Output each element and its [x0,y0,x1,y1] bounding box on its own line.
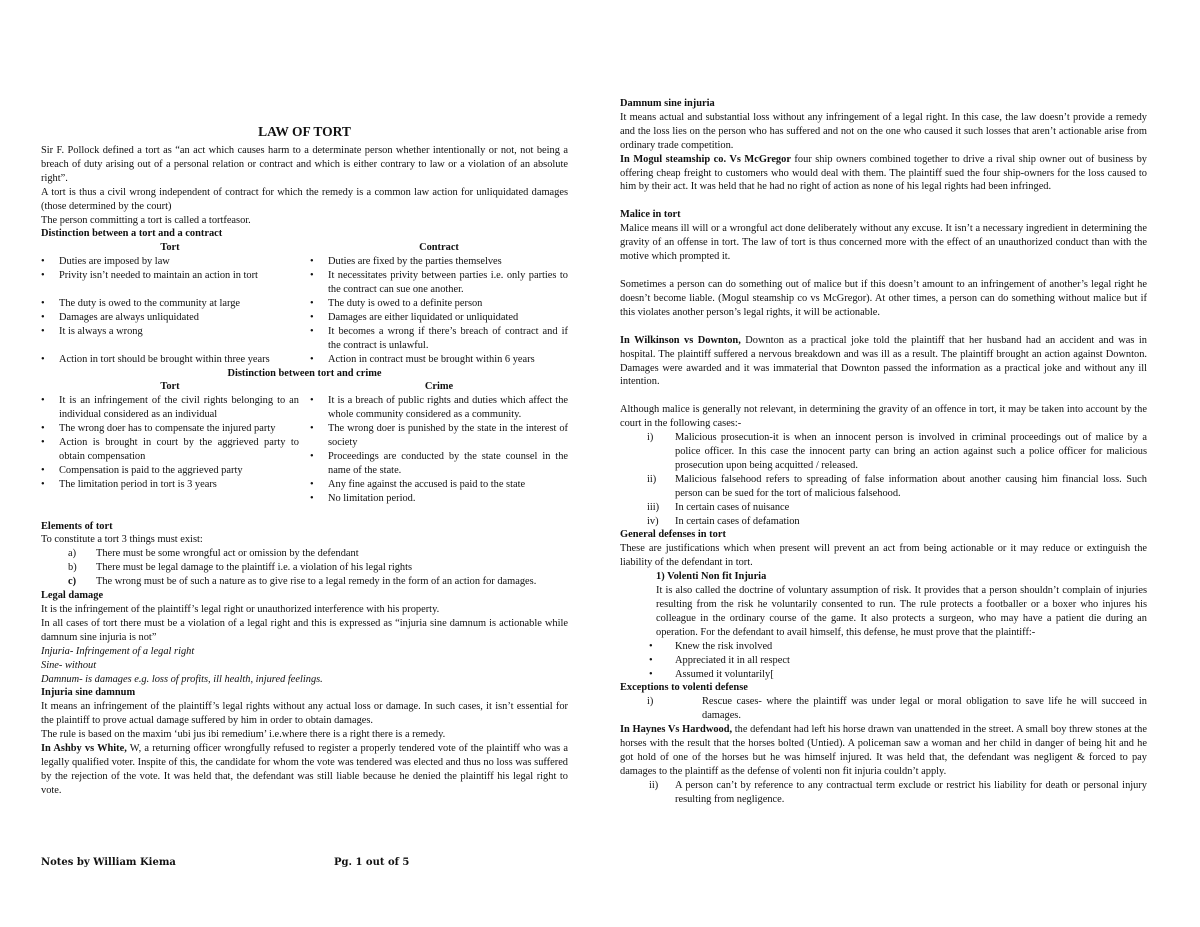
list-item [620,779,1147,807]
contract-point: • It necessitates privity between parties i.e. only parties to the contract can sue one another. [310,269,568,297]
heading-malice: Malice in tort [620,209,681,221]
malice-cases-list [620,431,1147,528]
heading-tort-crime: Distinction between tort and crime [227,367,382,379]
heading-tort-contract: Distinction between a tort and a contract [41,228,223,240]
crime-column-header: Crime [424,381,454,393]
heading-exceptions: Exceptions to volenti defense [620,682,748,694]
crime-point: • It is a breach of public rights and duties which affect the whole community considered as a community. [310,394,568,422]
tort-column-2 [41,380,299,505]
heading-legal-damage: Legal damage [41,590,104,602]
list-item-text: Rescue cases- where the plaintiff was under legal or moral obligation to save life he will succeed in damages. [702,696,1147,722]
intro-paragraph-2: A tort is thus a civil wrong independent of contract for which the remedy is a common law action for unliquidated damages (those determined by the court) [41,186,568,212]
case-name: In Ashby vs White, [41,743,127,755]
volenti-points [620,640,1147,682]
case-text: four ship owners combined together to drive a rival ship owner out of business by offering cheap freight to customers who would deal with them. The plaintiff sued the four ship-owners for the loss caused to him by their act. It was held that he had no right of action as none of his legal rights had been infringed. [620,153,1147,193]
intro-paragraph-1: Sir F. Pollock defined a tort as “an act which causes harm to a determinate person whether intentionally or not, not being a breach of duty arising out of a personal relation or contract and which is either contrary to law or a violation of an absolute right”. [41,145,568,184]
volenti-paragraph: It is also called the doctrine of voluntary assumption of risk. It provides that a person shouldn’t complain of injuries resulting from the risk he voluntarily consented to run. The rule protects a footballer or a boxer who injures his colleague in the ordinary course of the game. It also protects a surgeon, who may have a patient die during an operation. For the defendant to avail himself, this defense, he must prove that the plaintiff:- [656,585,1147,638]
wilkinson-paragraph [620,334,1147,390]
list-marker: i) [647,432,654,444]
malice-paragraph-3: Although malice is generally not relevant, in determining the gravity of an offence in tort, it may be taken into account by the court in the following cases:- [620,404,1147,430]
tort-point: • The wrong doer has to compensate the injured party [41,422,299,436]
heading-damnum-sine-injuria: Damnum sine injuria [620,98,715,109]
case-text: W, a returning officer wrongfully refused to register a properly tendered vote of the plaintiff who was a legally qualified voter. Inspite of this, the candidate for whom the vote was tendered was elected and thus no loss was suffered by the rejection of the vote. It was held that, the defendant was still liable because he denied the plaintiff his legal right to vote. [41,743,568,796]
list-marker: iii) [647,501,660,513]
case-text: Downton as a practical joke told the plaintiff that her husband had an accident and was in hospital. The plaintiff suffered a nervous breakdown and was ill as a result. The plaintiff brought an action against Downton. Damages were awarded and it was immaterial that Downton passed the information as a practical joke and without any ill intention. [620,334,1147,388]
case-name: In Wilkinson vs Downton, [620,334,741,346]
contract-point: • Duties are fixed by the parties themselves [310,255,568,269]
tort-point: • The limitation period in tort is 3 years [41,478,299,492]
list-item-text: Malicious prosecution-it is when an innocent person is involved in criminal proceedings out of malice by a police officer. In this case the innocent party can bring an action against such a police officer for malicious prosecution upon being acquitted / released. [675,432,1147,471]
list-item [41,547,568,561]
list-item [620,695,1147,723]
list-item-text: In certain cases of defamation [675,515,800,527]
list-marker: ii) [649,779,659,791]
list-item: • Appreciated it in all respect [620,654,1147,668]
page-title: LAW OF TORT [258,124,351,139]
page-footer [41,857,568,868]
case-name: In Mogul steamship co. Vs McGregor [620,153,791,165]
legal-damage-2: In all cases of tort there must be a violation of a legal right and this is expressed as “injuria sine damnum is actionable while damnum sine injuria is not” [41,617,568,643]
list-marker: a) [68,548,77,560]
tort-point: • Duties are imposed by law [41,255,299,269]
tort-column-header-2: Tort [160,381,180,393]
legal-damage-1: It is the infringement of the plaintiff’s legal right or unauthorized interference with his property. [41,604,440,615]
definition-injuria: Injuria- Infringement of a legal right [41,645,195,657]
elements-list [41,547,568,589]
list-marker: c) [68,576,77,588]
contract-point: • Damages are either liquidated or unliquidated [310,311,568,325]
tort-point: • Action in tort should be brought within three years [41,353,299,367]
list-item [620,473,1147,501]
list-item-text: The wrong must be of such a nature as to give rise to a legal remedy in the form of an action for damages. [96,576,537,588]
list-item: • Assumed it voluntarily[ [620,668,1147,682]
contract-point: • It becomes a wrong if there’s breach of contract and if the contract is unlawful. [310,325,568,353]
tort-point: • It is an infringement of the civil rights belonging to an individual considered as an individual [41,394,299,422]
footer-author: Notes by William Kiema [41,857,176,868]
injuria-paragraph-1: It means an infringement of the plaintiff’s legal rights without any actual loss or damage. In such cases, it isn’t essential for the plaintiff to prove actual damage suffered by him in order to obtain damages. [41,701,568,727]
crime-point: • No limitation period. [310,492,568,506]
tort-column-header: Tort [160,242,180,254]
tort-point: • Damages are always unliquidated [41,311,299,325]
list-marker: i) [647,696,654,708]
definition-sine: Sine- without [41,659,97,671]
tort-column [41,241,299,366]
list-item-text: In certain cases of nuisance [675,501,790,513]
tort-contract-table [41,241,568,366]
ashby-paragraph [41,742,568,798]
list-item-text: Malicious falsehood refers to spreading of false information about another causing him financial loss. Such person can be sued for the tort of malicious falsehood. [675,473,1147,499]
case-name: In Haynes Vs Hardwood, [620,724,733,736]
contract-column [310,241,568,366]
left-column [41,0,568,798]
crime-point: • The wrong doer is punished by the state in the interest of society [310,422,568,450]
damnum-paragraph: It means actual and substantial loss without any infringement of a legal right. In this case, the law doesn’t provide a remedy and the loss lies on the person who has suffered and not on the one who caused it such losses that aren’t actionable arise from ordinary trade competition. [620,111,1147,151]
heading-volenti: 1) Volenti Non fit Injuria [656,571,767,583]
mogul-paragraph [620,153,1147,195]
malice-paragraph-1: Malice means ill will or a wrongful act done deliberately without any excuse. It isn’t a necessary ingredient in determining the gravity of an offense in tort. The law of tort is thus concerned more with the effect of an unauthorized conduct than with the motive which prompted it. [620,223,1147,263]
list-item [620,515,1147,529]
footer-page-number: Pg. 1 out of 5 [334,857,410,868]
list-item [41,575,568,589]
list-marker: b) [68,562,77,574]
tort-point: • Compensation is paid to the aggrieved party [41,464,299,478]
tort-point: • Action is brought in court by the aggrieved party to obtain compensation [41,436,299,464]
crime-point: • Any fine against the accused is paid to the state [310,478,568,492]
intro-paragraph-3: The person committing a tort is called a tortfeasor. [41,214,251,226]
malice-paragraph-2: Sometimes a person can do something out of malice but if this doesn’t amount to an infringement of another’s legal right he doesn’t become liable. (Mogul steamship co vs McGregor). At other times, a person can do something without malice but if this violates another person’s legal rights, it will be actionable. [620,278,1147,318]
list-item [41,561,568,575]
tort-point: • Privity isn’t needed to maintain an action in tort [41,269,299,297]
contract-column-header: Contract [419,242,459,254]
contract-point: • The duty is owed to a definite person [310,297,568,311]
right-column [620,0,1147,807]
list-item: • Knew the risk involved [620,640,1147,654]
tort-crime-table [41,380,568,505]
haynes-paragraph [620,723,1147,779]
list-item-text: There must be some wrongful act or omission by the defendant [96,548,359,560]
list-item [620,431,1147,473]
defenses-paragraph: These are justifications which when present will prevent an act from being actionable or it may reduce or extinguish the liability of the defendant in tort. [620,543,1147,569]
heading-injuria-sine-damnum: Injuria sine damnum [41,687,136,699]
exceptions-list [620,695,1147,723]
heading-elements: Elements of tort [41,520,113,532]
list-marker: iv) [647,515,659,527]
tort-point: • The duty is owed to the community at large [41,297,299,311]
definition-damnum: Damnum- is damages e.g. loss of profits, ill health, injured feelings. [41,673,323,685]
list-item-text: There must be legal damage to the plaintiff i.e. a violation of his legal rights [96,562,413,574]
crime-point: • Proceedings are conducted by the state counsel in the name of the state. [310,450,568,478]
contract-point: • Action in contract must be brought within 6 years [310,353,568,367]
crime-column [310,380,568,505]
list-item [620,501,1147,515]
tort-point: • It is always a wrong [41,325,299,353]
list-marker: ii) [647,473,657,485]
heading-general-defenses: General defenses in tort [620,529,726,541]
list-item-text: A person can’t by reference to any contractual term exclude or restrict his liability for death or personal injury resulting from negligence. [675,779,1147,805]
injuria-paragraph-2: The rule is based on the maxim ‘ubi jus ibi remedium’ i.e.where there is a right there is a remedy. [41,729,446,741]
case-text: the defendant had left his horse drawn van unattended in the street. A small boy threw stones at the horses with the result that the horses bolted (Untied). A policeman saw a woman and her child in danger of being hit and he got hold of one of the horses but he was himself injured. It was held that, the defendant was negligent & forced to pay damages to the plaintiff as the defense of volenti non fit injuria couldn’t apply. [620,724,1147,777]
exceptions-list-2 [620,779,1147,807]
elements-intro: To constitute a tort 3 things must exist: [41,534,203,546]
